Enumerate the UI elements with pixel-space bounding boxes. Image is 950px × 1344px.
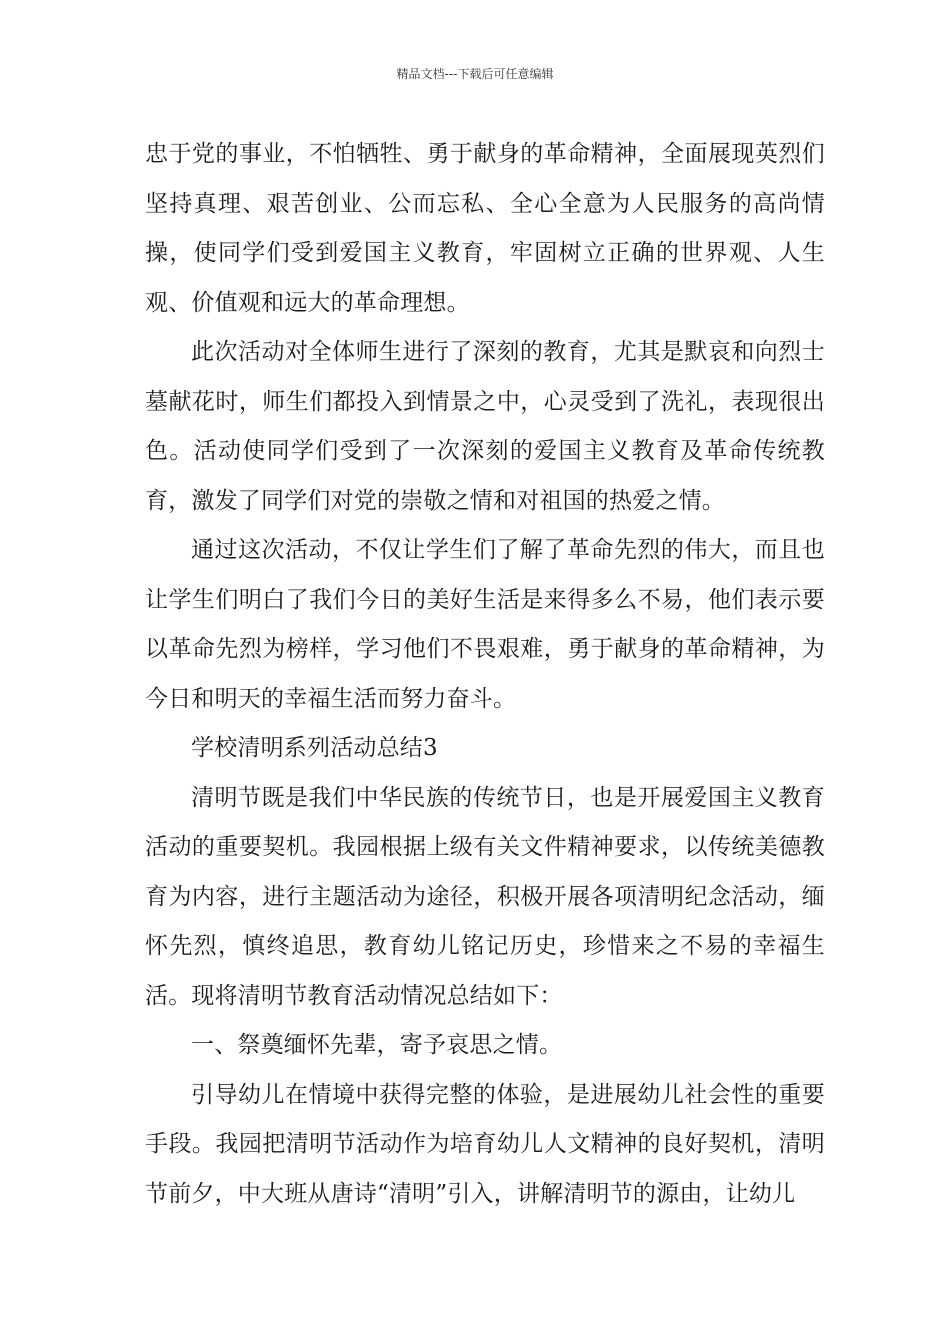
paragraph-summary-intro: 清明节既是我们中华民族的传统节日，也是开展爱国主义教育活动的重要契机。我园根据上级有关文件精神要求，以传统美德教育为内容，进行主题活动为途径，积极开展各项清明纪念活动，缅怀先烈，慎终追思，教育幼儿铭记历史，珍惜来之不易的幸福生活。现将清明节教育活动情况总结如下： — [145, 784, 825, 1009]
paragraph-activity-result: 通过这次活动，不仅让学生们了解了革命先烈的伟大，而且也让学生们明白了我们今日的美好生活是来得多么不易，他们表示要以革命先烈为榜样，学习他们不畏艰难，勇于献身的革命精神，为今日和明天的幸福生活而努力奋斗。 — [145, 537, 825, 712]
paragraph-guidance: 引导幼儿在情境中获得完整的体验，是进展幼儿社会性的重要手段。我园把清明节活动作为培育幼儿人文精神的良好契机，清明节前夕，中大班从唐诗“清明”引入，讲解清明节的源由，让幼儿 — [145, 1081, 825, 1207]
subsection-heading: 一、祭奠缅怀先辈，寄予哀思之情。 — [191, 1032, 563, 1058]
paragraph-continued: 忠于党的事业，不怕牺牲、勇于献身的革命精神，全面展现英烈们坚持真理、艰苦创业、公而忘私、全心全意为人民服务的高尚情操，使同学们受到爱国主义教育，牢固树立正确的世界观、人生观、价值观和远大的革命理想。 — [145, 141, 825, 316]
document-body — [145, 130, 825, 1219]
page-header — [0, 66, 950, 82]
section-heading: 学校清明系列活动总结3 — [191, 735, 438, 761]
paragraph-activity-education: 此次活动对全体师生进行了深刻的教育，尤其是默哀和向烈士墓献花时，师生们都投入到情景之中，心灵受到了洗礼，表现很出色。活动使同学们受到了一次深刻的爱国主义教育及革命传统教育，激发了同学们对党的崇敬之情和对祖国的热爱之情。 — [145, 339, 825, 514]
header-text: 精品文档---下载后可任意编辑 — [396, 67, 554, 81]
